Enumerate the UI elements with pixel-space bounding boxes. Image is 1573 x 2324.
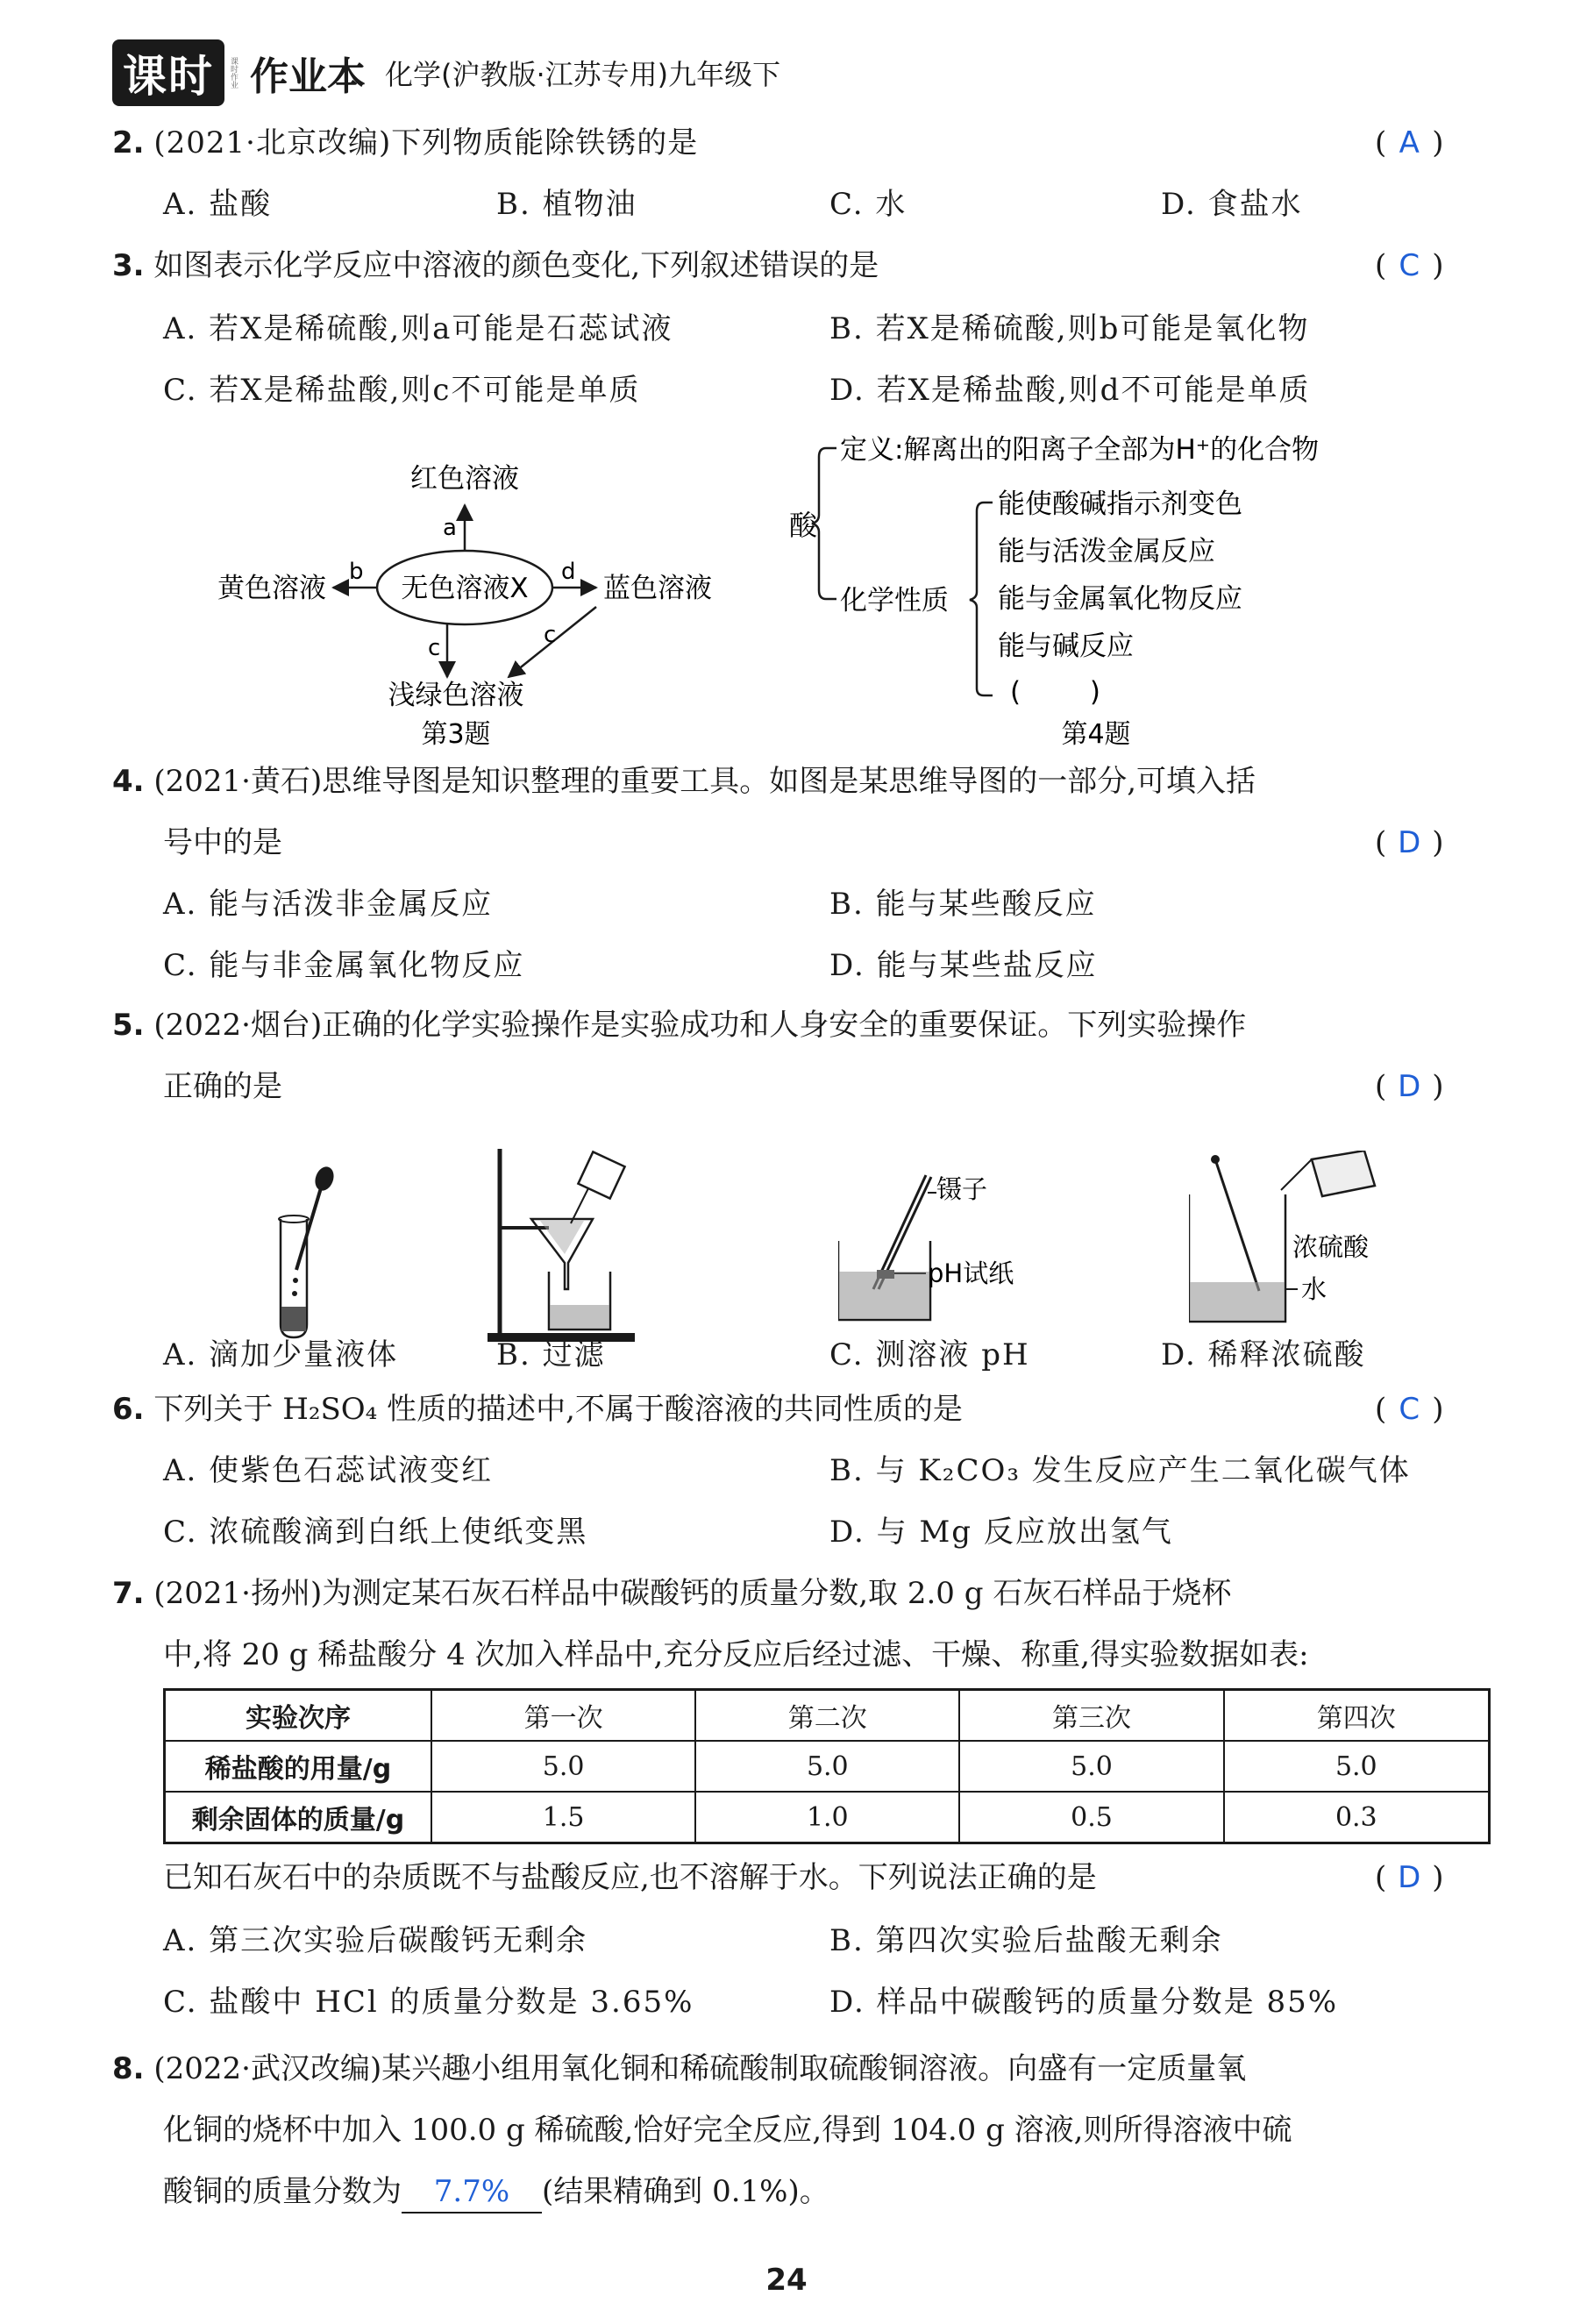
q3-diagram — [175, 447, 754, 763]
q5-option-a: A. 滴加少量液体 — [163, 1337, 399, 1372]
q2-answer — [1375, 123, 1444, 163]
q7-answer-letter: D — [1398, 1860, 1421, 1895]
q3-label-a: a — [443, 515, 457, 541]
q2-number: 2. — [112, 125, 145, 160]
q7-answer — [1375, 1857, 1444, 1898]
q6-number: 6. — [112, 1392, 145, 1427]
header-title: 作业本 — [250, 54, 366, 99]
q4-mindmap — [780, 417, 1482, 767]
q4-prop-5-blank: ( ) — [1010, 676, 1101, 708]
q8-text-3-post: (结果精确到 0.1%)。 — [542, 2174, 829, 2209]
q7-stem-2: 中,将 20 g 稀盐酸分 4 次加入样品中,充分反应后经过滤、干燥、称重,得实验数据如表: — [163, 1637, 1309, 1672]
q5-dropper-illustration — [254, 1166, 342, 1342]
q8-number: 8. — [112, 2051, 145, 2086]
q5-label-concentrated-acid: 浓硫酸 — [1292, 1232, 1370, 1262]
q3-answer-paren-left: ( — [1375, 248, 1387, 283]
q5-answer-paren-left: ( — [1375, 1069, 1387, 1104]
q2-stem — [112, 123, 698, 163]
table-cell: 1.0 — [695, 1792, 959, 1843]
q5-ph-illustration — [838, 1166, 1093, 1329]
q3-option-b: B. 若X是稀硫酸,则b可能是氧化物 — [829, 311, 1310, 346]
q7-option-a: A. 第三次实验后碳酸钙无剩余 — [163, 1923, 588, 1958]
table-header-cell: 实验次序 — [165, 1690, 432, 1742]
q5-text-1: (2022·烟台)正确的化学实验操作是实验成功和人身安全的重要保证。下列实验操作 — [153, 1008, 1247, 1043]
logo-small-text: 课时作业 — [229, 57, 238, 89]
q3-option-c: C. 若X是稀盐酸,则c不可能是单质 — [163, 373, 641, 408]
q6-stem — [112, 1389, 963, 1429]
q4-answer-paren-left: ( — [1375, 825, 1387, 860]
q5-option-b: B. 过滤 — [496, 1337, 606, 1372]
q3-bottom-label: 浅绿色溶液 — [388, 680, 524, 711]
q4-stem-1 — [112, 761, 1256, 802]
q3-caption: 第3题 — [421, 719, 491, 750]
q7-answer-paren-left: ( — [1375, 1860, 1387, 1895]
q5-label-water: 水 — [1301, 1274, 1327, 1304]
table-cell: 5.0 — [959, 1741, 1223, 1792]
q6-option-c: C. 浓硫酸滴到白纸上使纸变黑 — [163, 1515, 588, 1550]
q8-stem-1 — [112, 2049, 1246, 2089]
q7-answer-paren-right: ) — [1432, 1860, 1444, 1895]
table-cell: 1.5 — [431, 1792, 695, 1843]
q6-option-d: D. 与 Mg 反应放出氢气 — [829, 1515, 1173, 1550]
page-header — [112, 42, 780, 103]
q5-option-d: D. 稀释浓硫酸 — [1161, 1337, 1366, 1372]
q4-option-d: D. 能与某些盐反应 — [829, 948, 1098, 983]
table-cell: 5.0 — [431, 1741, 695, 1792]
q5-answer-paren-right: ) — [1432, 1069, 1444, 1104]
q6-option-b: B. 与 K₂CO₃ 发生反应产生二氧化碳气体 — [829, 1453, 1411, 1488]
q5-stem-2: 正确的是 — [163, 1069, 282, 1104]
q4-chem-label: 化学性质 — [840, 585, 949, 617]
table-header-cell: 第二次 — [695, 1690, 959, 1742]
q3-option-d: D. 若X是稀盐酸,则d不可能是单质 — [829, 373, 1311, 408]
q3-label-c2: c — [544, 622, 557, 648]
q3-stem — [112, 246, 879, 286]
q4-option-a: A. 能与活泼非金属反应 — [163, 887, 494, 922]
q8-text-1: (2022·武汉改编)某兴趣小组用氧化铜和稀硫酸制取硫酸铜溶液。向盛有一定质量氧 — [153, 2051, 1247, 2086]
q3-top-label: 红色溶液 — [410, 463, 519, 495]
q8-answer-blank: 7.7% — [402, 2171, 542, 2214]
q3-center-label: 无色溶液X — [401, 573, 529, 604]
q4-prop-2: 能与活泼金属反应 — [998, 536, 1215, 567]
q5-label-tweezers: 镊子 — [936, 1174, 988, 1204]
q2-answer-paren-left: ( — [1375, 125, 1387, 160]
q4-root-label: 酸 — [789, 509, 818, 542]
q5-dilute-illustration — [1189, 1151, 1470, 1326]
header-subtitle: 化学(沪教版·江苏专用)九年级下 — [385, 58, 781, 91]
q7-option-b: B. 第四次实验后盐酸无剩余 — [829, 1923, 1223, 1958]
q3-answer — [1375, 246, 1444, 286]
page-number: 24 — [765, 2263, 808, 2298]
q2-option-d: D. 食盐水 — [1161, 187, 1303, 222]
q2-answer-paren-right: ) — [1432, 125, 1444, 160]
q5-stem-1 — [112, 1005, 1246, 1045]
q2-answer-letter: A — [1399, 125, 1420, 160]
q7-stem-1 — [112, 1573, 1231, 1614]
q4-caption: 第4题 — [1061, 719, 1131, 750]
q3-right-label: 蓝色溶液 — [603, 573, 712, 604]
q4-prop-3: 能与金属氧化物反应 — [998, 583, 1242, 615]
table-cell: 0.3 — [1224, 1792, 1490, 1843]
q4-answer-letter: D — [1398, 825, 1421, 860]
q6-answer-paren-right: ) — [1432, 1392, 1444, 1427]
table-cell: 5.0 — [1224, 1741, 1490, 1792]
q4-option-c: C. 能与非金属氧化物反应 — [163, 948, 525, 983]
q7-number: 7. — [112, 1576, 145, 1611]
table-cell: 0.5 — [959, 1792, 1223, 1843]
q5-number: 5. — [112, 1008, 145, 1043]
q7-option-c: C. 盐酸中 HCl 的质量分数是 3.65% — [163, 1985, 694, 2020]
table-header-row — [165, 1690, 1490, 1742]
q8-stem-3 — [163, 2171, 829, 2214]
q7-data-table — [163, 1688, 1491, 1844]
q8-text-3-pre: 酸铜的质量分数为 — [163, 2174, 402, 2209]
table-row-header: 剩余固体的质量/g — [165, 1792, 432, 1843]
q4-definition: 定义:解离出的阳离子全部为H⁺的化合物 — [840, 434, 1320, 466]
table-row — [165, 1741, 1490, 1792]
q5-answer-letter: D — [1398, 1069, 1421, 1104]
q6-text: 下列关于 H₂SO₄ 性质的描述中,不属于酸溶液的共同性质的是 — [153, 1392, 963, 1427]
q3-number: 3. — [112, 248, 145, 283]
q5-label-ph-paper: pH试纸 — [928, 1258, 1014, 1288]
q4-answer-paren-right: ) — [1432, 825, 1444, 860]
q3-label-d: d — [561, 559, 576, 585]
q4-answer — [1375, 823, 1444, 863]
q2-option-c: C. 水 — [829, 187, 908, 222]
logo: 课时 — [112, 39, 224, 106]
q5-filter-illustration — [488, 1140, 637, 1346]
q3-text: 如图表示化学反应中溶液的颜色变化,下列叙述错误的是 — [153, 248, 879, 283]
q4-option-b: B. 能与某些酸反应 — [829, 887, 1097, 922]
q3-label-b: b — [349, 559, 364, 585]
q6-answer — [1375, 1389, 1444, 1429]
q6-answer-letter: C — [1399, 1392, 1420, 1427]
table-row-header: 稀盐酸的用量/g — [165, 1741, 432, 1792]
q4-number: 4. — [112, 764, 145, 799]
table-cell: 5.0 — [695, 1741, 959, 1792]
q4-prop-4: 能与碱反应 — [998, 631, 1134, 662]
q6-answer-paren-left: ( — [1375, 1392, 1387, 1427]
q3-label-c1: c — [428, 635, 441, 661]
table-header-cell: 第四次 — [1224, 1690, 1490, 1742]
table-header-cell: 第三次 — [959, 1690, 1223, 1742]
q7-text-1: (2021·扬州)为测定某石灰石样品中碳酸钙的质量分数,取 2.0 g 石灰石样品于烧杯 — [153, 1576, 1232, 1611]
q5-option-c: C. 测溶液 pH — [829, 1337, 1030, 1372]
q7-option-d: D. 样品中碳酸钙的质量分数是 85% — [829, 1985, 1339, 2020]
q3-left-label: 黄色溶液 — [217, 573, 326, 604]
q4-prop-1: 能使酸碱指示剂变色 — [998, 488, 1242, 520]
q8-stem-2: 化铜的烧杯中加入 100.0 g 稀硫酸,恰好完全反应,得到 104.0 g 溶液,则所得溶液中硫 — [163, 2113, 1292, 2148]
q2-option-b: B. 植物油 — [496, 187, 637, 222]
q5-answer — [1375, 1066, 1444, 1107]
q4-stem-2: 号中的是 — [163, 825, 282, 860]
table-row — [165, 1792, 1490, 1843]
q4-text-1: (2021·黄石)思维导图是知识整理的重要工具。如图是某思维导图的一部分,可填入括 — [153, 764, 1256, 799]
q3-answer-letter: C — [1399, 248, 1420, 283]
q6-option-a: A. 使紫色石蕊试液变红 — [163, 1453, 494, 1488]
q3-answer-paren-right: ) — [1432, 248, 1444, 283]
q3-option-a: A. 若X是稀硫酸,则a可能是石蕊试液 — [163, 311, 673, 346]
q7-after-text: 已知石灰石中的杂质既不与盐酸反应,也不溶解于水。下列说法正确的是 — [163, 1860, 1097, 1895]
q2-option-a: A. 盐酸 — [163, 187, 273, 222]
q4-props-bracket — [970, 503, 993, 695]
table-header-cell: 第一次 — [431, 1690, 695, 1742]
q2-text: (2021·北京改编)下列物质能除铁锈的是 — [153, 125, 699, 160]
